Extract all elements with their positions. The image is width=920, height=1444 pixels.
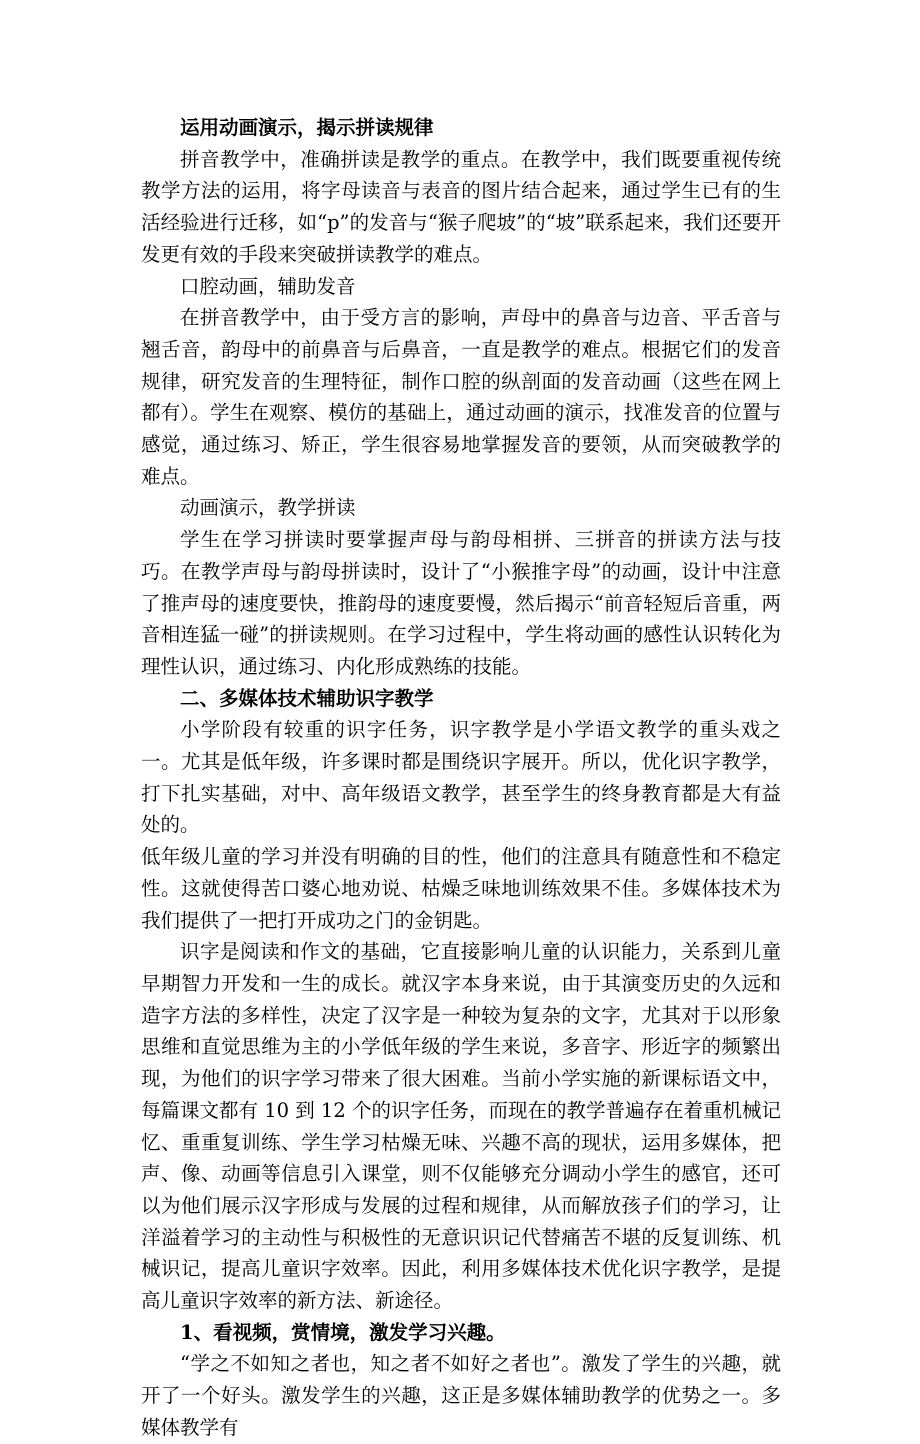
body-paragraph: 拼音教学中，准确拼读是教学的重点。在教学中，我们既要重视传统教学方法的运用，将字母读音与表音的图片结合起来，通过学生已有的生活经验进行迁移，如“p”的发音与“猴子爬坡”的“坡”联系起来，我们还要开发更有效的手段来突破拼读教学的难点。 (141, 147, 781, 266)
body-paragraph: 小学阶段有较重的识字任务，识字教学是小学语文教学的重头戏之一。尤其是低年级，许多课时都是围绕识字展开。所以，优化识字教学，打下扎实基础，对中、高年级语文教学，甚至学生的终身教育都是大有益处的。 (141, 718, 781, 837)
body-paragraph: “学之不如知之者也，知之者不如好之者也”。激发了学生的兴趣，就开了一个好头。激发学生的兴趣，这正是多媒体辅助教学的优势之一。多媒体教学有 (141, 1352, 781, 1439)
section-heading: 运用动画演示，揭示拼读规律 (180, 116, 434, 139)
document-body (141, 112, 781, 1444)
body-paragraph: 低年级儿童的学习并没有明确的目的性，他们的注意具有随意性和不稳定性。这就使得苦口婆心地劝说、枯燥乏味地训练效果不佳。多媒体技术为我们提供了一把打开成功之门的金钥匙。 (141, 845, 781, 932)
subsection-heading: 动画演示，教学拼读 (180, 496, 356, 520)
body-paragraph: 在拼音教学中，由于受方言的影响，声母中的鼻音与边音、平舌音与翘舌音，韵母中的前鼻音与后鼻音，一直是教学的难点。根据它们的发音规律，研究发音的生理特征，制作口腔的纵剖面的发音动画（这些在网上都有）。学生在观察、模仿的基础上，通过动画的演示，找准发音的位置与感觉，通过练习、矫正，学生很容易地掌握发音的要领，从而突破教学的难点。 (141, 306, 781, 488)
body-paragraph: 学生在学习拼读时要掌握声母与韵母相拼、三拼音的拼读方法与技巧。在教学声母与韵母拼读时，设计了“小猴推字母”的动画，设计中注意了推声母的速度要快，推韵母的速度要慢，然后揭示“前音轻短后音重，两音相连猛一碰”的拼读规则。在学习过程中，学生将动画的感性认识转化为理性认识，通过练习、内化形成熟练的技能。 (141, 528, 781, 678)
section-heading: 二、多媒体技术辅助识字教学 (180, 686, 434, 710)
section-heading: 1、看视频，赏情境，激发学习兴趣。 (180, 1320, 506, 1344)
subsection-heading: 口腔动画，辅助发音 (180, 274, 356, 298)
body-paragraph: 识字是阅读和作文的基础，它直接影响儿童的认识能力，关系到儿童早期智力开发和一生的成长。就汉字本身来说，由于其演变历史的久远和造字方法的多样性，决定了汉字是一种较为复杂的文字，尤其对于以形象思维和直觉思维为主的小学低年级的学生来说，多音字、形近字的频繁出现，为他们的识字学习带来了很大困难。当前小学实施的新课标语文中，每篇课文都有 10 到 12 个的识字任务，而现在的教学普遍存在着重机械记忆、重重复训练、学生学习枯燥无味、兴趣不高的现状，运用多媒体，把声、像、动画等信息引入课堂，则不仅能够充分调动小学生的感官，还可以为他们展示汉字形成与发展的过程和规律，从而解放孩子们的学习，让洋溢着学习的主动性与积极性的无意识识记代替痛苦不堪的反复训练、机械识记，提高儿童识字效率。因此，利用多媒体技术优化识字教学，是提高儿童识字效率的新方法、新途径。 (141, 940, 781, 1313)
